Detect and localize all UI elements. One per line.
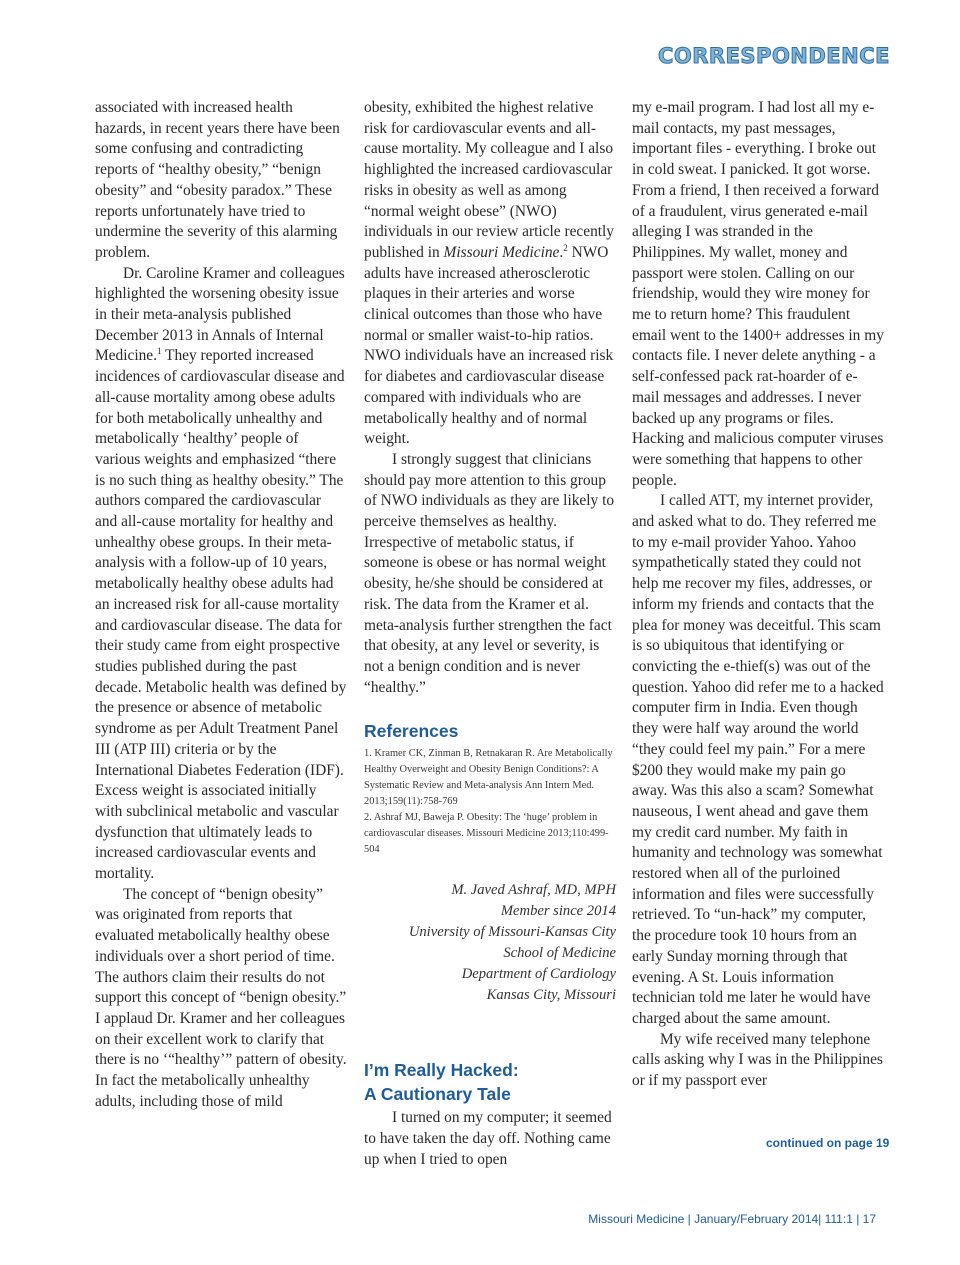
references-heading: References	[364, 721, 459, 742]
paragraph: my e-mail program. I had lost all my e-mail contacts, my past messages, important files - everything. I broke out in cold sweat. I panicked. It got worse. From a friend, I then received a forward of a fraudulent, virus generated e-mail alleging I was stranded in the Philippines. My wallet, money and passport were stolen. Calling on our friendship, would they wire money for me to return home? This fraudulent email went to the 1400+ addresses in my contacts file. I never delete anything - a self-confessed pack rat-hoarder of e-mail messages and addresses. I never backed up any programs or files. Hacking and malicious computer viruses were something that happens to other people.	[632, 99, 884, 489]
author-school: School of Medicine	[503, 945, 616, 962]
paragraph: associated with increased health hazards, in recent years there have been some confusing and contradicting reports of “healthy obesity,” “benign obesity” and “obesity paradox.” These reports unfortunately have tried to undermine the severity of this alarming problem.	[95, 99, 340, 261]
paragraph: I strongly suggest that clinicians should pay more attention to this group of NWO individuals as they are likely to perceive themselves as healthy. Irrespective of metabolic status, if someone is obese or has normal weight obesity, he/she should be considered at risk. The data from the Kramer et al. meta-analysis further strengthen the fact that obesity, at any level or severity, is not a benign condition and is never “healthy.”	[364, 450, 615, 696]
column-2	[364, 98, 616, 1171]
article-title	[364, 1058, 616, 1106]
reference-item: 1. Kramer CK, Zinman B, Retnakaran R. Are Metabolically Healthy Overweight and Obesity Benign Conditions?: A Systematic Review and Meta-analysis Ann Intern Med. 2013;159(11):758-769	[364, 748, 613, 808]
reference-item: 2. Ashraf MJ, Baweja P. Obesity: The ‘huge’ problem in cardiovascular diseases. Missouri Medicine 2013;110:499-504	[364, 812, 609, 856]
text-segment: NWO adults have increased atherosclerotic plaques in their arteries and worse clinical outcomes than those who have normal or smaller waist-to-hip ratios. NWO individuals have an increased risk for diabetes and cardiovascular disease compared with individuals who are metabolically healthy and of normal weight.	[364, 243, 614, 448]
citation-marker: 2	[563, 242, 568, 253]
article-title-line: I’m Really Hacked:	[364, 1060, 519, 1081]
paragraph	[95, 264, 347, 885]
column-1	[95, 98, 347, 1112]
author-department: Department of Cardiology	[461, 966, 616, 983]
author-name: M. Javed Ashraf, MD, MPH	[451, 882, 616, 899]
author-location: Kansas City, Missouri	[486, 987, 616, 1004]
author-membership: Member since 2014	[500, 903, 616, 920]
citation-marker: 1	[156, 346, 162, 357]
text-segment: They reported increased incidences of cardiovascular disease and all-cause mortality among obese adults for both metabolically unhealthy and metabolically ‘healthy’ people of various weights and emphasized “there is no such thing as healthy obesity.” The authors compared the cardiovascular and all-cause mortality for healthy and unhealthy obese groups. In their meta-analysis with a follow-up of 10 years, metabolically healthy obese adults had an increased risk for all-cause mortality and cardiovascular disease. The data for their study came from eight prospective studies published during the past decade. Metabolic health was defined by the presence or absence of metabolic syndrome as per Adult Treatment Panel III (ATP III) criteria or by the International Diabetes Federation (IDF). Excess weight is associated initially with subclinical metabolic and vascular dysfunction that ultimately leads to increased cardiovascular events and mortality.	[95, 347, 347, 883]
article-title-line: A Cautionary Tale	[364, 1084, 511, 1105]
continued-link[interactable]: continued on page 19	[766, 1136, 890, 1150]
paragraph: obesity, exhibited the highest relative risk for cardiovascular events and all-cause mortality. My colleague and I also highlighted the increased cardiovascular risks in obesity as well as among “normal weight obese” (NWO) individuals in our review article recently published in Missouri Medicine.$^2$ NWO adults have increased atherosclerotic plaques in their arteries and worse clinical outcomes than those who have normal or smaller waist-to-hip ratios. NWO individuals have an increased risk for diabetes and cardiovascular disease compared with individuals who are metabolically healthy and of normal weight.	[364, 99, 615, 448]
paragraph: I called ATT, my internet provider, and asked what to do. They referred me to my e-mail provider Yahoo. Yahoo sympathetically stated they could not help me recover my files, addresses, or inform my friends and contacts that the plea for money was deceitful. This scam is so ubiquitous that identifying or convicting the e-thief(s) was out of the question. Yahoo did refer me to a hacked computer firm in India. Even though they were half way around the world “they could feel my pain.” For a mere $200 they would make my pain go away. Was this also a scam? Somewhat nauseous, I went ahead and gave them my credit card number. My faith in humanity and technology was somewhat restored when all of the purloined information and files were successfully retrieved. To “un-hack” my computer, the procedure took 10 hours from an early Sunday morning through that evening. A St. Louis information technician told me later he would have charged about the same amount.	[632, 492, 884, 1027]
section-title: CORRESPONDENCE	[657, 44, 890, 68]
paragraph: The concept of “benign obesity” was originated from reports that evaluated metabolically healthy obese individuals over a short period of time. The authors claim their results do not support this concept of “benign obesity.” I applaud Dr. Kramer and her colleagues on their excellent work to clarify that there is no ‘“healthy’” pattern of obesity. In fact the metabolically unhealthy adults, including those of mild	[95, 885, 347, 1110]
paragraph: My wife received many telephone calls asking why I was in the Philippines or if my passport ever	[632, 1030, 883, 1090]
author-signature	[364, 880, 616, 1006]
author-affiliation: University of Missouri-Kansas City	[408, 924, 616, 941]
text-segment: Dr. Caroline Kramer and colleagues highlighted the worsening obesity issue in their meta-analysis published December 2013 in Annals of Internal Medicine.	[95, 264, 345, 365]
paragraph: I turned on my computer; it seemed to have taken the day off. Nothing came up when I tried to open	[364, 1109, 612, 1168]
journal-name: Missouri Medicine	[443, 243, 560, 261]
page-footer: Missouri Medicine | January/February 2014| 111:1 | 17	[588, 1212, 876, 1226]
references-list	[364, 746, 616, 858]
column-3	[632, 98, 884, 1092]
text-segment: obesity, exhibited the highest relative risk for cardiovascular events and all-cause mortality. My colleague and I also highlighted the increased cardiovascular risks in obesity as well as among “normal weight obese” (NWO) individuals in our review article recently published in	[364, 99, 615, 261]
